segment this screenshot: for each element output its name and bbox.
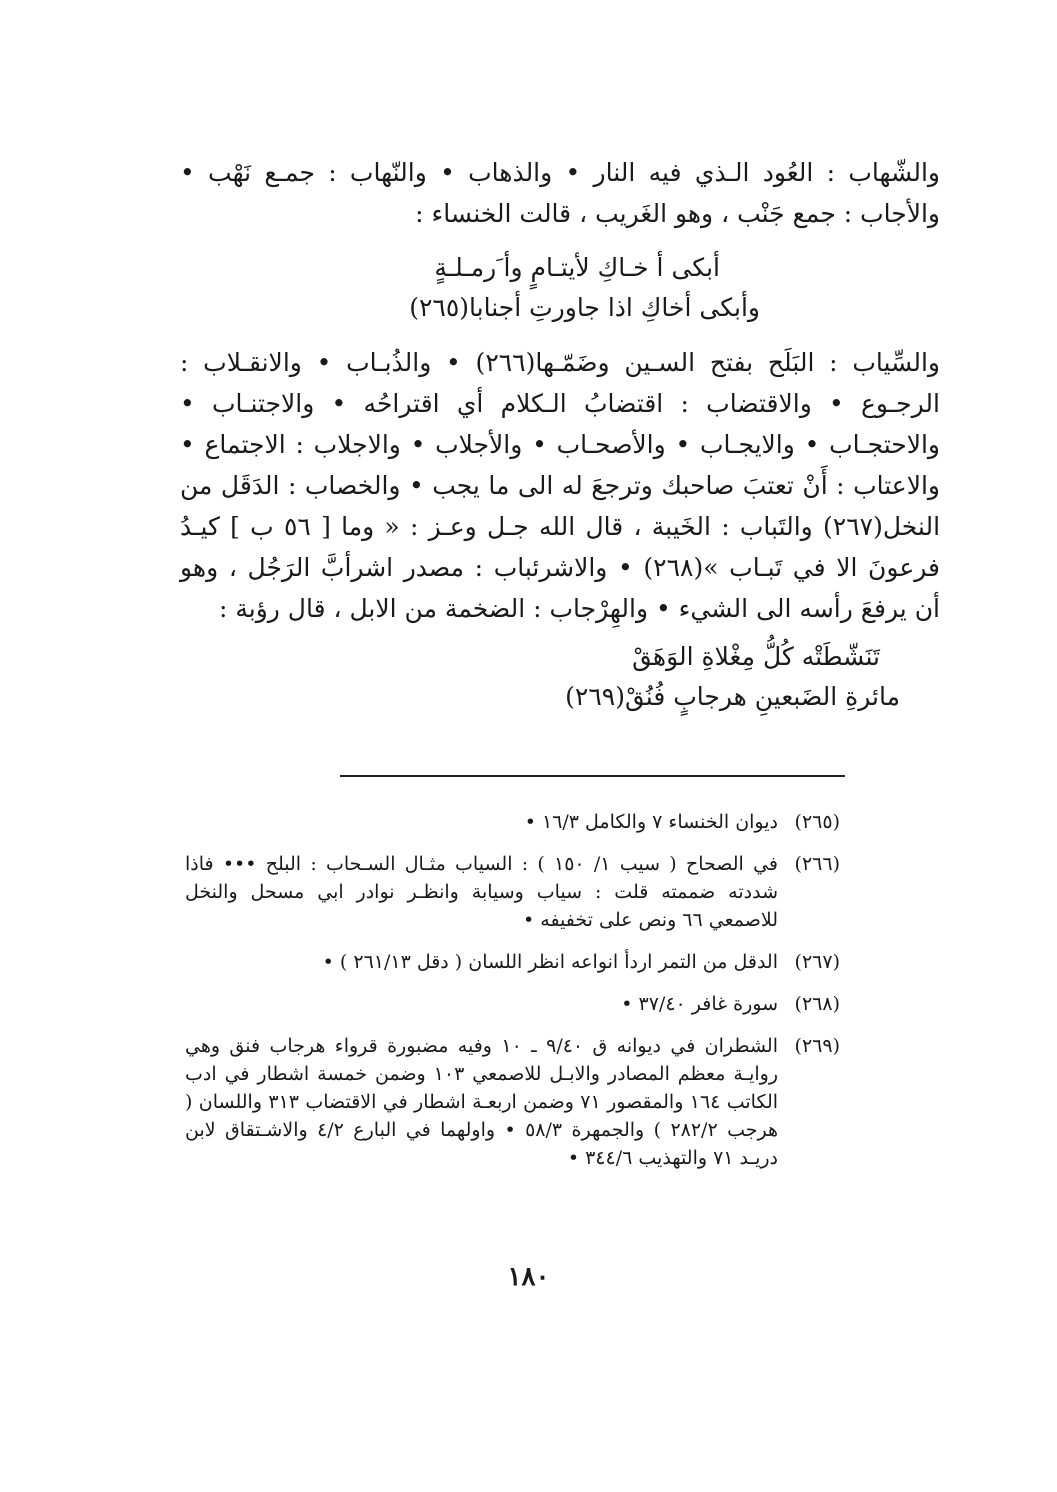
- footnotes-section: [185, 808, 840, 1186]
- paragraph-1: والشّهاب : العُود الـذي فيه النار • والذهاب • والنّهاب : جمـع نَهْب • والأجاب : جمع جَنْب ، وهو الغَريب ، قالت الخنساء :: [180, 158, 940, 228]
- footnote-text: في الصحاح ( سيب ١/ ١٥٠ ) : السياب مثـال السـحاب : البلح ••• فاذا شددته ضممته قلت : سياب وسيابة وانظـر نوادر ابي مسحل والنخل للاصمعي ٦٦ ونص على تخفيفه •: [185, 853, 778, 931]
- footnote-number: (٢٦٥): [794, 811, 840, 833]
- footnote: [185, 1032, 840, 1172]
- footnote-text: ديوان الخنساء ٧ والكامل ١٦/٣ •: [524, 811, 778, 833]
- footnote-text: الدقل من التمر اردأ انواعه انظر اللسان ( دقل ٢٦١/١٣ ) •: [322, 951, 778, 973]
- page-number: ١٨٠: [507, 1262, 550, 1292]
- footnote: [185, 850, 840, 934]
- main-text-block: [180, 152, 940, 717]
- paragraph-2: والسِّياب : البَلَح بفتح السـين وضَمّـها(٢٦٦) • والذُبـاب • والانقـلاب : الرجـوع • والاقتضاب : اقتضابُ الـكلام أي اقتراحُه • والاجتنـاب • والاحتجـاب • والايجـاب • والأصحـاب • والأجلاب • والاجلاب : الاجتماع • والاعتاب : أَنْ تعتبَ صاحبك وترجعَ له الى ما يجب • والخصاب : الدَقَل من النخل(٢٦٧) والتَباب : الخَيبة ، قال الله جـل وعـز : « وما [ ٥٦ ب ] كيـدُ فرعونَ الا في تَبـاب »(٢٦٨) • والاشرئباب : مصدر اشرأبَّ الرَجُل ، وهو أن يرفعَ رأسه الى الشيء • والهِرْجاب : الضخمة من الابل ، قال رؤبة :: [180, 348, 941, 623]
- footnote-number: (٢٦٨): [794, 993, 840, 1015]
- footnote-separator: [340, 775, 845, 777]
- footnote-number: (٢٦٦): [794, 853, 840, 875]
- footnote: [185, 990, 840, 1018]
- footnote-text: الشطران في ديوانه ق ٩/٤٠ ـ ١٠ وفيه مضبورة قرواء هرجاب فنق وهي روايـة معظم المصادر والابـل للاصمعي ١٠٣ وضمن خمسة اشطار في ادب الكاتب ١٦٤ والمقصور ٧١ وضمن اربعـة اشطار في الاقتضاب ٣١٣ واللسان ( هرجب ٢٨٢/٢ ) والجمهرة ٥٨/٣ • واولهما في البارع ٤/٢ والاشـتقاق لابن دريـد ٧١ والتهذيب ٣٤٤/٦ •: [185, 1035, 779, 1169]
- verse-1-line-1: أبكى أ خـاكِ لأيتـامٍ وأ َرمـلـةٍ: [434, 253, 720, 282]
- verse-2-line-1: تَنَشّطَتْه كُلُّ مِغْلاةِ الوَهَقْ: [632, 642, 880, 671]
- footnote: [185, 948, 840, 976]
- footnote-number: (٢٦٩): [794, 1035, 840, 1057]
- footnote-text: سورة غافر ٣٧/٤٠ •: [621, 993, 778, 1015]
- footnote: [185, 808, 840, 836]
- footnote-number: (٢٦٧): [794, 951, 840, 973]
- verse-1-line-2: وأبكى أخاكِ اذا جاورتِ أجنابا(٢٦٥): [409, 293, 760, 322]
- verse-2-line-2: مائرةِ الضَبعينِ هرجابٍ فُنُقْ(٢٦٩): [565, 682, 900, 711]
